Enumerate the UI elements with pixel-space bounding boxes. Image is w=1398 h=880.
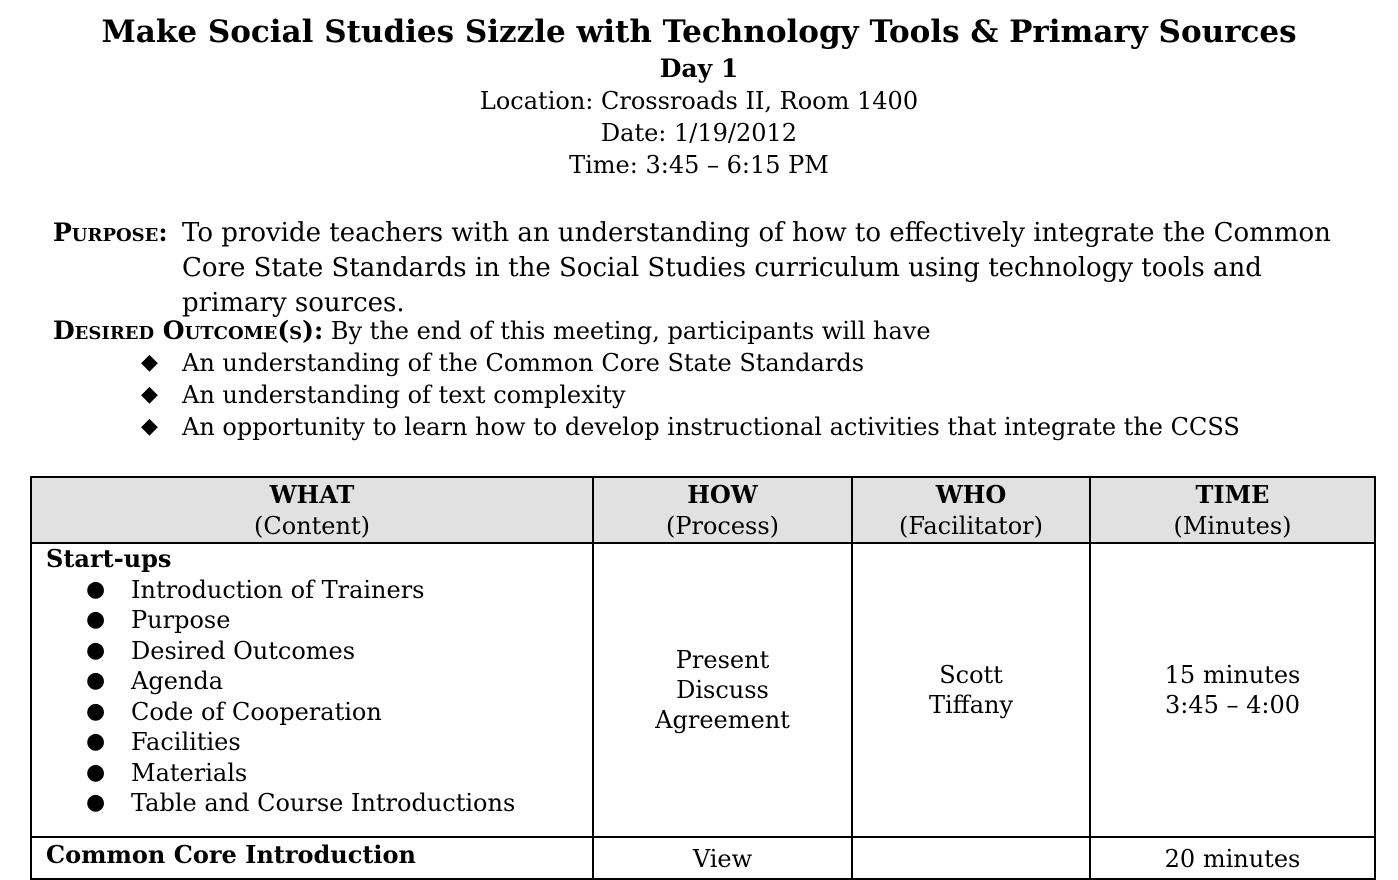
list-item: ● Code of Cooperation xyxy=(86,697,382,726)
agenda-table xyxy=(30,476,1376,880)
section-title: Common Core Introduction xyxy=(46,840,417,869)
list-item: ● Facilities xyxy=(86,728,241,756)
header-time: TIME (Minutes) xyxy=(1090,477,1375,543)
bullet-icon: ● xyxy=(86,637,106,663)
day-label: Day 1 xyxy=(659,54,739,83)
header-who: WHO (Facilitator) xyxy=(852,477,1090,543)
list-item: ● Agenda xyxy=(86,667,224,695)
content-list xyxy=(46,575,592,819)
document-title: Make Social Studies Sizzle with Technology Tools & Primary Sources xyxy=(101,14,1297,50)
bullet-icon: ● xyxy=(86,576,106,602)
diamond-bullet-icon: ◆ xyxy=(141,382,158,407)
diamond-bullet-icon: ◆ xyxy=(141,414,158,439)
desired-outcomes-label: Desired Outcome(s): xyxy=(53,316,324,345)
table-row xyxy=(31,837,1375,879)
how-cell: Present Discuss Agreement xyxy=(593,543,852,837)
who-cell xyxy=(852,837,1090,879)
table-row xyxy=(31,543,1375,837)
desired-outcomes-line xyxy=(53,315,931,347)
location-line: Location: Crossroads II, Room 1400 xyxy=(479,87,919,115)
time-cell: 15 minutes 3:45 – 4:00 xyxy=(1090,543,1375,837)
purpose-text: To provide teachers with an understanding of how to effectively integrate the Common Core State Standards in the Social Studies curriculum using technology tools and primary sources. xyxy=(182,218,1331,318)
time-line: Time: 3:45 – 6:15 PM xyxy=(569,151,829,179)
date-line: Date: 1/19/2012 xyxy=(600,119,798,147)
outcome-item: An opportunity to learn how to develop instructional activities that integrate the CCSS xyxy=(182,413,1240,441)
content-cell xyxy=(31,543,593,837)
bullet-icon: ● xyxy=(86,668,106,693)
desired-outcomes-intro: By the end of this meeting, participants will have xyxy=(323,317,931,345)
bullet-icon: ● xyxy=(86,698,106,724)
outcome-item: An understanding of the Common Core State Standards xyxy=(182,349,865,377)
who-cell: Scott Tiffany xyxy=(852,543,1090,837)
diamond-bullet-icon: ◆ xyxy=(141,350,158,375)
outcome-item: An understanding of text complexity xyxy=(182,381,626,409)
list-item: ● Introduction of Trainers xyxy=(86,575,425,604)
list-item: ● Table and Course Introductions xyxy=(86,789,516,817)
header-what: WHAT (Content) xyxy=(31,477,593,543)
purpose-label: Purpose: xyxy=(53,218,168,247)
how-cell: View xyxy=(593,837,852,879)
content-cell xyxy=(31,837,593,879)
time-cell: 20 minutes xyxy=(1090,837,1375,879)
bullet-icon: ● xyxy=(86,759,106,785)
bullet-icon: ● xyxy=(86,790,106,815)
table-header-row xyxy=(31,477,1375,543)
header-how: HOW (Process) xyxy=(593,477,852,543)
bullet-icon: ● xyxy=(86,729,106,754)
bullet-icon: ● xyxy=(86,607,106,632)
section-title: Start-ups xyxy=(46,544,172,573)
list-item: ● Desired Outcomes xyxy=(86,636,356,665)
list-item: ● Materials xyxy=(86,758,248,787)
list-item: ● Purpose xyxy=(86,606,231,634)
